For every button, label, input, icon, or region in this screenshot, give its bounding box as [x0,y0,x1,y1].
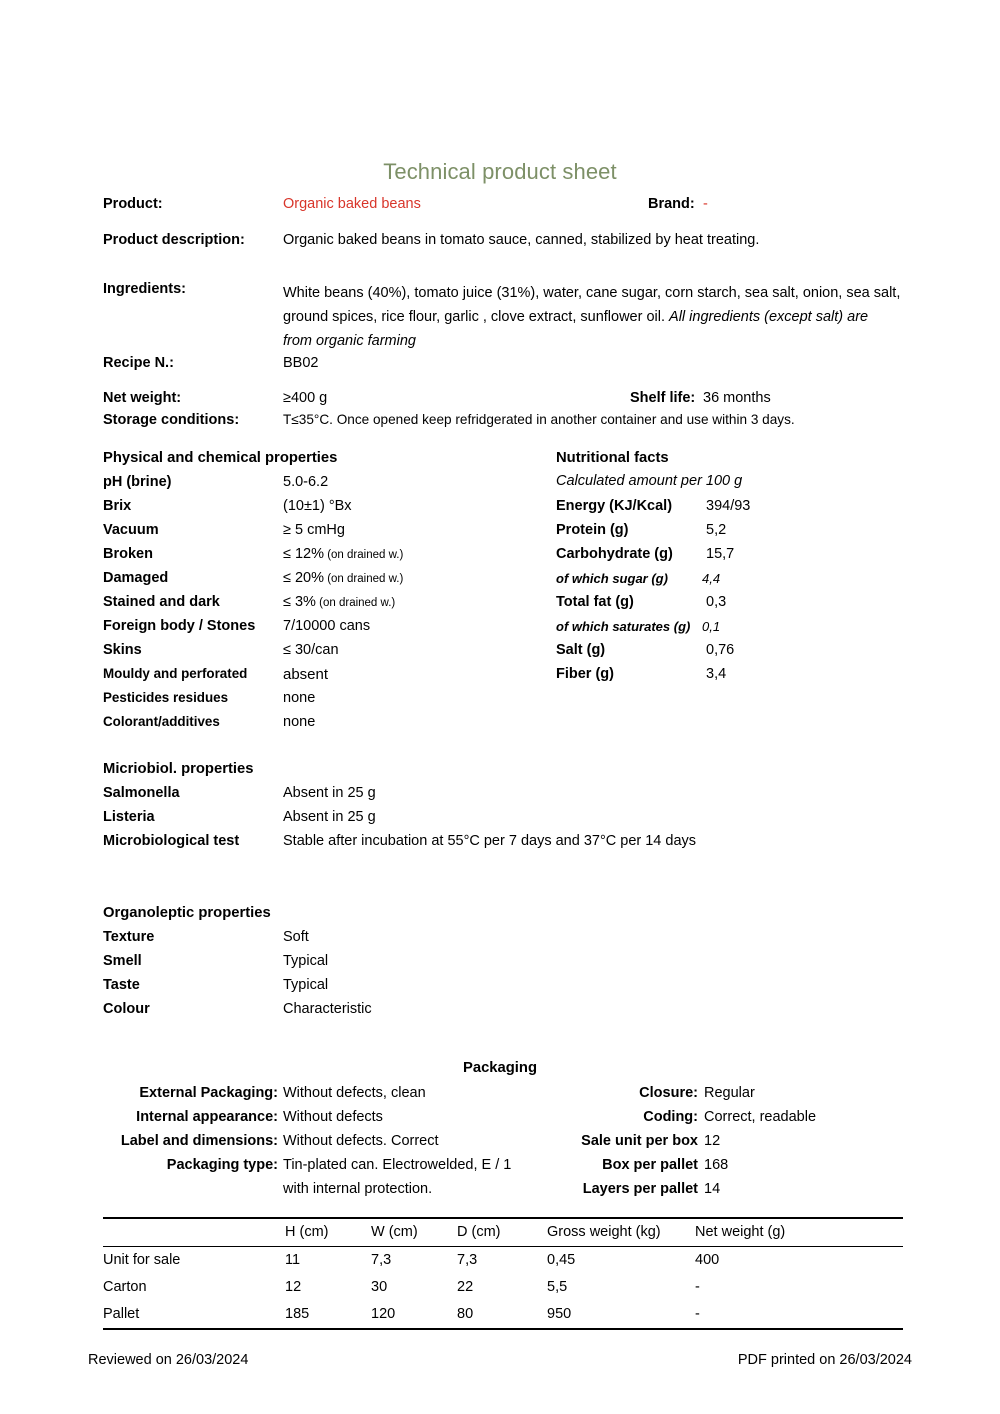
physical-property-name: Pesticides residues [103,690,229,705]
table-cell: 120 [371,1306,396,1322]
table-cell: - [695,1306,700,1322]
organoleptic-heading: Organoleptic properties [103,905,271,921]
packaging-left-value: Without defects. Correct [283,1133,439,1149]
table-cell: 0,45 [547,1252,576,1268]
nutrition-row-value: 5,2 [706,522,727,538]
nutrition-row-name: Total fat (g) [556,594,634,610]
ingredients-main: White beans (40%), tomato juice (31%), water, cane sugar, corn starch, sea salt, onion, sea salt, ground spices, rice flour, garlic , clove extract, sunflower oil. [283,285,901,325]
microbiology-row-value: Stable after incubation at 55°C per 7 days and 37°C per 14 days [283,833,697,849]
product-label: Product: [103,196,163,212]
physical-property-name: Brix [103,498,132,514]
packaging-left-label: Label and dimensions: [120,1133,278,1149]
storage-conditions-value: T≤35°C. Once opened keep refridgerated in another container and use within 3 days. [283,412,795,427]
storage-conditions-label: Storage conditions: [103,412,240,428]
packaging-right-value: Regular [704,1085,755,1101]
recipe-label: Recipe N.: [103,355,174,371]
nutrition-row-value: 0,76 [706,642,735,658]
microbiology-heading: Micriobiol. properties [103,761,254,777]
table-cell: Pallet [103,1306,140,1322]
physical-property-value: 5.0-6.2 [283,474,329,490]
dimensions-table-head [103,1218,903,1247]
brand-label: Brand: [648,196,695,212]
nutrition-row-name: Carbohydrate (g) [556,546,673,562]
physical-property-note: (on drained w.) [315,597,396,609]
table-cell: Carton [103,1279,147,1295]
product-value: Organic baked beans [283,196,421,212]
packaging-right-value: 14 [704,1181,721,1197]
table-cell: 185 [285,1306,310,1322]
table-cell: 5,5 [547,1279,568,1295]
shelf-life-value: 36 months [703,390,771,406]
packaging-left-value: Tin-plated can. Electrowelded, E / 1 [283,1157,512,1173]
dimensions-table [103,1217,903,1330]
packaging-right-label: Closure: [639,1085,698,1101]
physical-property-value: (10±1) °Bx [283,498,352,514]
physical-property-value: ≥ 5 cmHg [283,522,345,538]
table-column-header: D (cm) [457,1224,501,1240]
microbiology-row-value: Absent in 25 g [283,785,376,801]
nutrition-row-name: Fiber (g) [556,666,614,682]
microbiology-row-name: Salmonella [103,785,180,801]
nutrition-basis-note: Calculated amount per 100 g [556,473,743,489]
physical-property-name: Colorant/additives [103,714,220,729]
physical-property-note: (on drained w.) [324,549,404,561]
table-column-header [103,1218,285,1247]
physical-properties-heading: Physical and chemical properties [103,450,338,466]
organoleptic-row-name: Colour [103,1001,150,1017]
product-description-label: Product description: [103,232,245,248]
organoleptic-row-value: Characteristic [283,1001,372,1017]
table-cell: 7,3 [457,1252,478,1268]
page-title: Technical product sheet [383,159,617,184]
nutrition-row-name: Energy (KJ/Kcal) [556,498,673,514]
packaging-right-label: Sale unit per box [581,1133,698,1149]
table-cell: - [695,1279,700,1295]
nutrition-row-value: 4,4 [702,571,721,586]
footer-reviewed-date: Reviewed on 26/03/2024 [88,1352,249,1368]
packaging-left-label: External Packaging: [139,1085,278,1101]
nutrition-heading: Nutritional facts [556,450,669,466]
net-weight-label: Net weight: [103,390,182,406]
packaging-right-label: Box per pallet [602,1157,698,1173]
organoleptic-row-name: Smell [103,953,142,969]
table-cell: 11 [285,1252,301,1268]
packaging-right-value: 168 [704,1157,729,1173]
table-row [103,1274,903,1301]
nutrition-row-name: of which sugar (g) [556,571,668,586]
physical-property-name: Vacuum [103,522,159,538]
table-column-header: H (cm) [285,1224,329,1240]
physical-property-name: Stained and dark [103,594,220,610]
nutrition-row-name: of which saturates (g) [556,619,691,634]
microbiology-row-value: Absent in 25 g [283,809,376,825]
organoleptic-row-value: Typical [283,977,329,993]
physical-property-value: 7/10000 cans [283,618,371,634]
packaging-left-value: with internal protection. [283,1181,433,1197]
nutrition-row-name: Protein (g) [556,522,629,538]
table-column-header: Net weight (g) [695,1224,786,1240]
physical-property-name: pH (brine) [103,474,172,490]
ingredients-label: Ingredients: [103,281,186,297]
nutrition-row-value: 394/93 [706,498,751,514]
packaging-left-value: Without defects, clean [283,1085,426,1101]
organoleptic-row-value: Typical [283,953,329,969]
physical-property-name: Broken [103,546,153,562]
physical-property-value: none [283,690,316,706]
table-cell: Unit for sale [103,1252,181,1268]
packaging-right-label: Coding: [643,1109,698,1125]
nutrition-row-value: 0,3 [706,594,727,610]
physical-property-value: ≤ 12% (on drained w.) [283,546,404,562]
packaging-heading: Packaging [462,1060,537,1076]
organoleptic-row-value: Soft [283,929,309,945]
physical-property-value: ≤ 3% (on drained w.) [283,594,396,610]
table-header-row [103,1218,903,1247]
physical-property-value: ≤ 20% (on drained w.) [283,570,404,586]
organoleptic-row-name: Taste [103,977,140,993]
physical-property-name: Skins [103,642,142,658]
shelf-life-label: Shelf life: [630,390,696,406]
nutrition-row-name: Salt (g) [556,642,606,658]
nutrition-row-value: 0,1 [702,619,721,634]
physical-property-name: Damaged [103,570,169,586]
net-weight-value: ≥400 g [283,390,328,406]
table-row [103,1247,903,1275]
physical-property-name: Foreign body / Stones [103,618,256,634]
microbiology-row-name: Microbiological test [103,833,240,849]
physical-property-value: absent [283,666,329,683]
nutrition-row-value: 3,4 [706,666,727,682]
physical-property-value: ≤ 30/can [283,642,339,658]
nutrition-row-value: 15,7 [706,546,735,562]
table-cell: 12 [285,1279,302,1295]
brand-value: - [703,196,708,212]
table-cell: 7,3 [371,1252,392,1268]
table-cell: 22 [457,1279,474,1295]
table-cell: 400 [695,1252,720,1268]
ingredients-value [283,281,901,353]
physical-property-value: none [283,714,316,730]
table-cell: 80 [457,1306,474,1322]
packaging-right-value: 12 [704,1133,721,1149]
table-cell: 950 [547,1306,572,1322]
table-column-header: W (cm) [371,1224,418,1240]
packaging-left-value: Without defects [283,1109,383,1125]
physical-property-note: (on drained w.) [324,573,404,585]
footer-printed-date: PDF printed on 26/03/2024 [737,1352,912,1368]
microbiology-row-name: Listeria [103,809,155,825]
ingredients-organic-note: All ingredients (except salt) are from organic farming [283,309,869,349]
table-column-header: Gross weight (kg) [547,1224,661,1240]
physical-property-name: Mouldy and perforated [103,666,248,681]
dimensions-table-body [103,1247,903,1330]
product-description-value: Organic baked beans in tomato sauce, canned, stabilized by heat treating. [283,232,760,248]
organoleptic-row-name: Texture [103,929,155,945]
packaging-right-label: Layers per pallet [582,1181,698,1197]
table-cell: 30 [371,1279,388,1295]
packaging-left-label: Packaging type: [166,1157,278,1173]
table-row [103,1301,903,1329]
packaging-left-label: Internal appearance: [136,1109,278,1125]
packaging-right-value: Correct, readable [704,1109,817,1125]
recipe-value: BB02 [283,355,319,371]
